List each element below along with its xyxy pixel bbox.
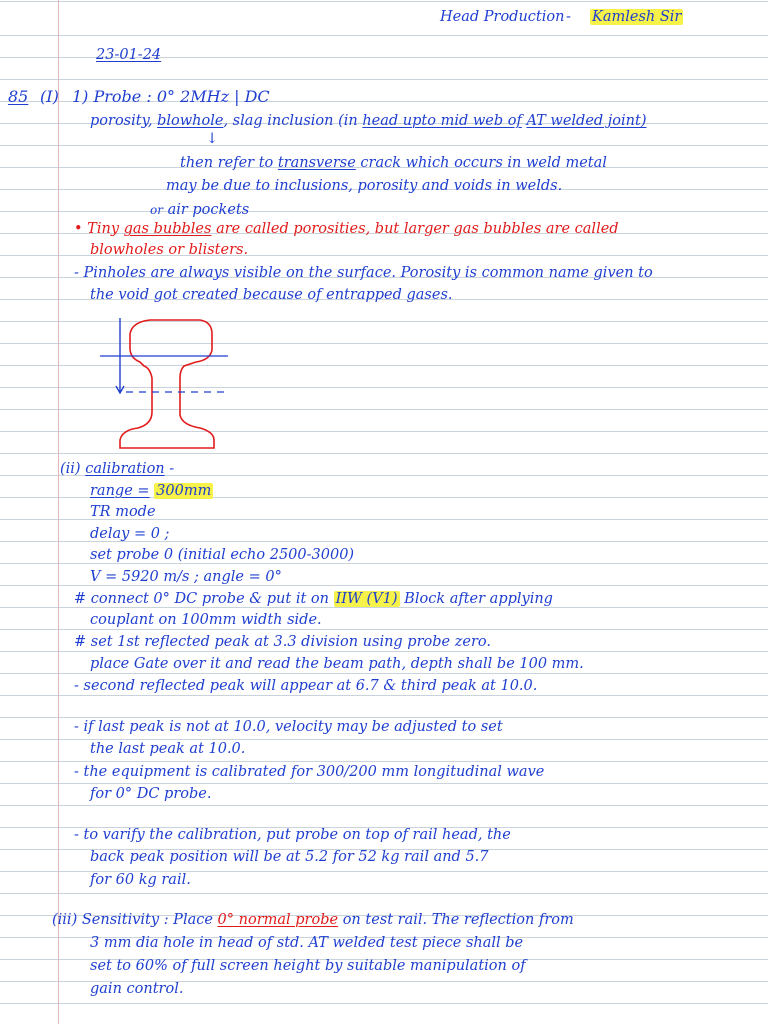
header-topic: Head Production	[440, 9, 565, 25]
tiny-a: Tiny	[87, 221, 120, 237]
second-peak-line: - second reflected peak will appear at 6.7 & third peak at 10.0.	[74, 678, 538, 694]
set-first-line: # set 1st reflected peak at 3.3 division using probe zero.	[74, 634, 491, 650]
connect-line	[74, 590, 553, 608]
at-welded-text: AT welded joint)	[526, 113, 647, 129]
equipment-line-2: for 0° DC probe.	[90, 786, 212, 802]
sensitivity-line-2: 3 mm dia hole in head of std. AT welded test piece shall be	[90, 935, 524, 951]
blowhole-text: blowhole	[157, 113, 224, 129]
transverse-text: transverse	[277, 155, 356, 171]
head-mid-web-text: head upto mid web of	[362, 113, 522, 129]
bullet-mark: •	[74, 221, 83, 237]
delay-line: delay = 0 ;	[90, 526, 170, 542]
verify-line-1: - to varify the calibration, put probe on top of rail head, the	[74, 827, 511, 843]
velocity-line: V = 5920 m/s ; angle = 0°	[90, 569, 282, 585]
date: 23-01-24	[96, 47, 162, 63]
range-line	[90, 482, 213, 500]
sensitivity-line-1-b: on test rail. The reflection from	[342, 912, 574, 928]
question-number: 85	[8, 87, 29, 106]
verify-line-3: for 60 kg rail.	[90, 872, 191, 888]
rail-profile	[120, 320, 214, 448]
place-gate-line: place Gate over it and read the beam path, depth shall be 100 mm.	[90, 656, 584, 672]
calibration-heading	[60, 460, 174, 478]
range-value: 300mm	[156, 483, 212, 499]
verify-line-2: back peak position will be at 5.2 for 52 kg rail and 5.7	[90, 849, 489, 865]
normal-probe-text: 0° normal probe	[217, 912, 339, 928]
last-peak-line-1: - if last peak is not at 10.0, velocity may be adjusted to set	[74, 719, 503, 735]
then-refer-a: then refer to	[180, 155, 274, 171]
header-dash: -	[566, 9, 571, 25]
gas-bubbles-text: gas bubbles	[123, 221, 212, 237]
blowholes-line: blowholes or blisters.	[90, 242, 249, 258]
air-pockets-text: air pockets	[167, 202, 250, 218]
pinholes-line-2: the void got created because of entrapped gases.	[90, 287, 453, 303]
may-be-due-line: may be due to inclusions, porosity and voids in welds.	[166, 178, 563, 194]
tr-mode: TR mode	[90, 504, 156, 520]
calibration-label: calibration	[85, 461, 165, 477]
probe-line: 1) Probe : 0° 2MHz | DC	[72, 87, 270, 106]
header-author-highlight: Kamlesh Sir	[592, 9, 682, 25]
sensitivity-line-3: set to 60% of full screen height by suitable manipulation of	[90, 958, 526, 974]
or-mark: or	[150, 203, 163, 217]
calibration-dash: -	[169, 461, 175, 477]
range-label: range =	[90, 483, 150, 499]
set-probe-line: set probe 0 (initial echo 2500-3000)	[90, 547, 355, 563]
calibration-number: (ii)	[60, 461, 81, 477]
sensitivity-line-1	[52, 911, 574, 929]
then-refer-b: crack which occurs in weld metal	[360, 155, 607, 171]
equipment-line-1: - the equipment is calibrated for 300/200 mm longitudinal wave	[74, 764, 545, 780]
sensitivity-line-4: gain control.	[90, 981, 184, 997]
porosity-text: porosity,	[90, 113, 153, 129]
sensitivity-label: (iii) Sensitivity : Place	[52, 912, 213, 928]
connect-a: # connect 0° DC probe & put it on	[74, 591, 329, 607]
iiw-block: IIW (V1)	[335, 591, 398, 607]
pinholes-line-1: - Pinholes are always visible on the surface. Porosity is common name given to	[74, 265, 653, 281]
tiny-b: are called porosities, but larger gas bubbles are called	[216, 221, 619, 237]
last-peak-line-2: the last peak at 10.0.	[90, 741, 246, 757]
connect-b: Block after applying	[404, 591, 553, 607]
slag-text: , slag inclusion (in	[223, 113, 358, 129]
part-i-label: (I)	[40, 87, 59, 106]
couplant-line: couplant on 100mm width side.	[90, 612, 322, 628]
down-arrow-icon: ↓	[206, 131, 219, 147]
